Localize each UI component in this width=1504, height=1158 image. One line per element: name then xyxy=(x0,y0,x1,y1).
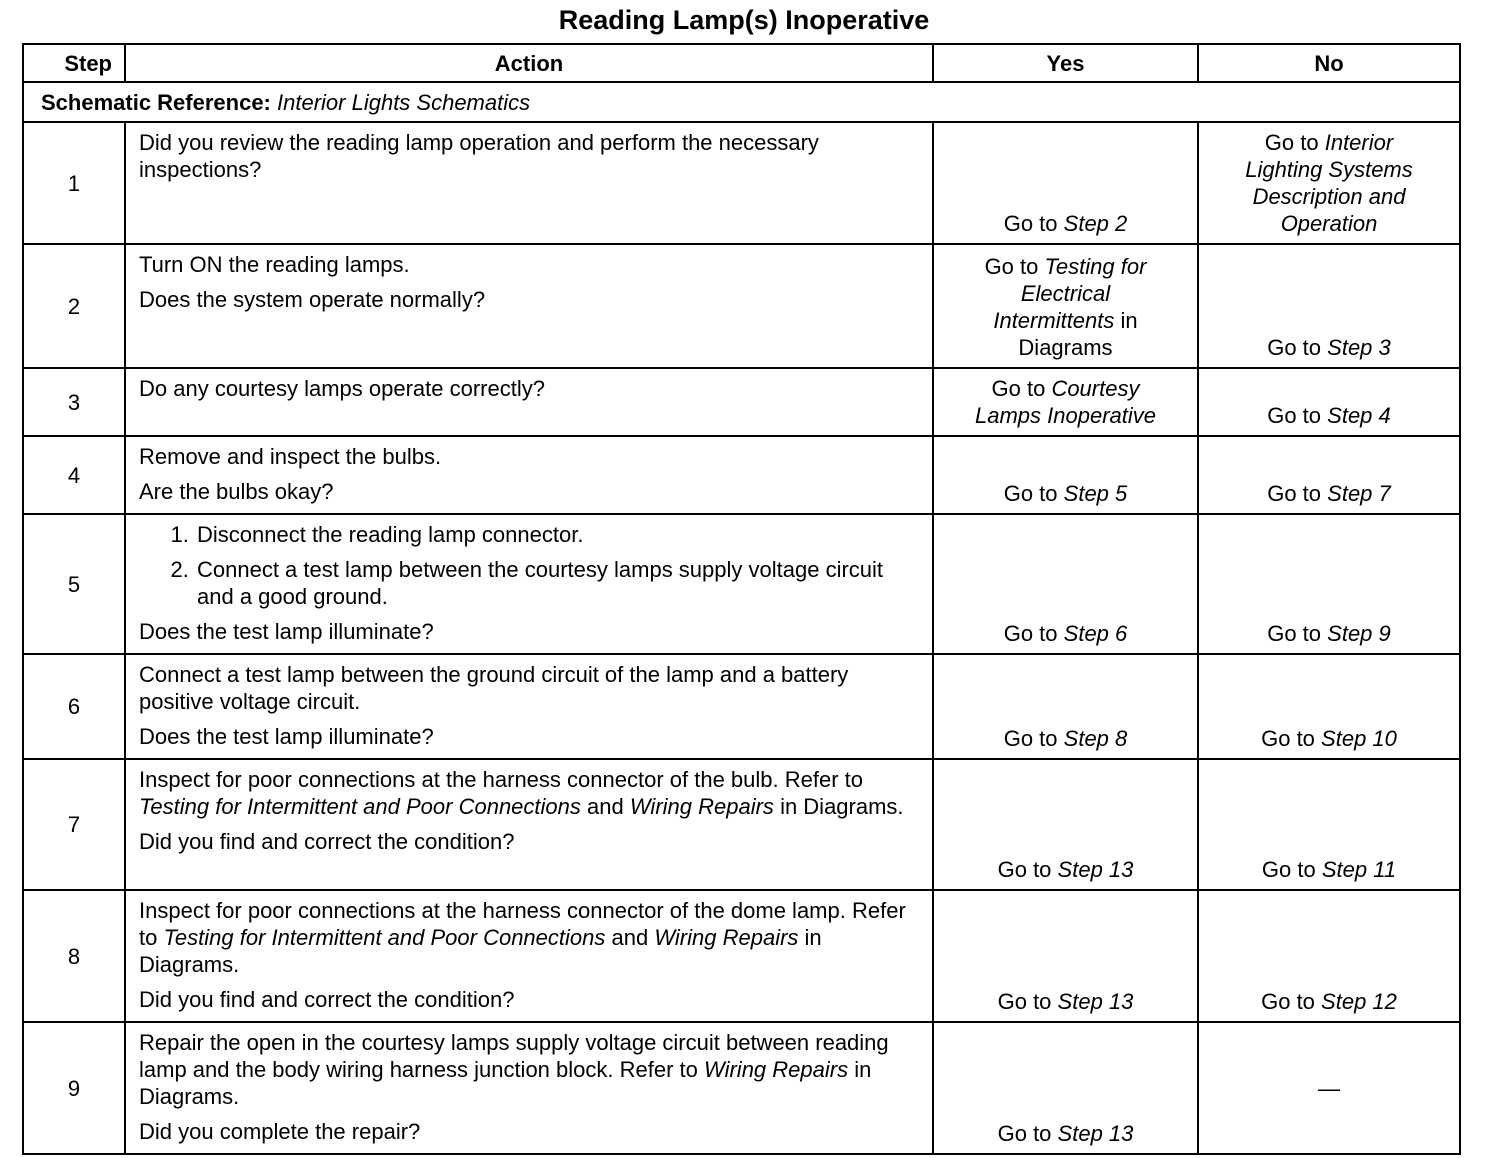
diagnostic-table xyxy=(22,43,1461,1155)
table-row xyxy=(23,122,1460,244)
action-cell xyxy=(125,514,933,654)
action-instruction: Connect a test lamp between the ground circuit of the lamp and a battery positive voltage circuit. xyxy=(139,662,849,714)
table-row xyxy=(23,244,1460,368)
header-yes: Yes xyxy=(933,44,1198,82)
action-instruction-text: Inspect for poor connections at the harness connector of the dome lamp. xyxy=(139,898,846,923)
step-number: 6 xyxy=(23,654,125,759)
action-question: Did you find and correct the condition? xyxy=(139,829,515,854)
action-cell xyxy=(125,654,933,759)
step-number: 9 xyxy=(23,1022,125,1154)
no-cell xyxy=(1198,759,1460,890)
reference-link[interactable]: Wiring Repairs xyxy=(704,1057,849,1082)
no-cell xyxy=(1198,514,1460,654)
yes-target-link[interactable]: Testing for Electrical Intermittents xyxy=(993,254,1147,333)
no-cell xyxy=(1198,368,1460,436)
action-instruction xyxy=(139,897,920,978)
table-row xyxy=(23,368,1460,436)
step-number: 8 xyxy=(23,890,125,1022)
reference-link[interactable]: Wiring Repairs xyxy=(654,925,799,950)
action-cell xyxy=(125,122,933,244)
action-question: Does the test lamp illuminate? xyxy=(139,724,434,749)
go-to-text: Go to xyxy=(1003,726,1058,751)
go-to-text: Go to xyxy=(1261,857,1316,882)
page-title: Reading Lamp(s) Inoperative xyxy=(558,5,930,35)
go-to-text: Go to xyxy=(991,376,1046,401)
action-question: Did you complete the repair? xyxy=(139,1119,421,1144)
go-to-text: Go to xyxy=(1267,481,1322,506)
yes-target-link[interactable]: Step 13 xyxy=(1057,1121,1134,1146)
and-text: and xyxy=(587,794,624,819)
table-row xyxy=(23,436,1460,514)
action-cell xyxy=(125,244,933,368)
no-target-link[interactable]: Step 10 xyxy=(1321,726,1397,751)
go-to-text: Go to xyxy=(1261,989,1315,1014)
step-number: 5 xyxy=(23,514,125,654)
no-target-link[interactable]: Interior Lighting Systems Description and Operation xyxy=(1245,130,1413,236)
reference-tail: in Diagrams. xyxy=(139,1057,872,1109)
action-cell xyxy=(125,436,933,514)
yes-target-link[interactable]: Step 6 xyxy=(1063,621,1128,646)
go-to-text: Go to xyxy=(1267,621,1322,646)
action-question: Do any courtesy lamps operate correctly? xyxy=(139,376,545,401)
no-cell xyxy=(1198,654,1460,759)
go-to-text: Go to xyxy=(997,1121,1052,1146)
in-text: in xyxy=(1120,308,1138,333)
action-question: Does the test lamp illuminate? xyxy=(139,619,434,644)
and-text: and xyxy=(611,925,649,950)
reference-link[interactable]: Testing for Intermittent and Poor Connections xyxy=(139,794,581,819)
no-cell xyxy=(1198,436,1460,514)
action-cell xyxy=(125,368,933,436)
yes-cell xyxy=(933,122,1198,244)
yes-cell xyxy=(933,890,1198,1022)
schematic-reference-link[interactable]: Interior Lights Schematics xyxy=(277,89,531,115)
step-number: 1 xyxy=(23,122,125,244)
action-cell xyxy=(125,1022,933,1154)
no-cell xyxy=(1198,244,1460,368)
yes-target-link[interactable]: Step 5 xyxy=(1063,481,1128,506)
step-number: 4 xyxy=(23,436,125,514)
table-row xyxy=(23,890,1460,1022)
go-to-text: Go to xyxy=(1267,335,1322,360)
table-row xyxy=(23,1022,1460,1154)
no-target-link[interactable]: Step 11 xyxy=(1321,857,1397,882)
yes-cell xyxy=(933,759,1198,890)
yes-target-link[interactable]: Step 13 xyxy=(1057,857,1134,882)
header-row xyxy=(23,44,1460,82)
refer-to-text: Refer to xyxy=(784,767,864,792)
go-to-text: Go to xyxy=(997,857,1052,882)
go-to-text: Go to xyxy=(997,989,1052,1014)
action-instruction-text: Repair the open in the courtesy lamps supply voltage circuit between reading lamp and the body wiring harness junction block. xyxy=(139,1030,889,1082)
yes-target-link[interactable]: Step 2 xyxy=(1063,211,1128,236)
step-number: 7 xyxy=(23,759,125,890)
yes-cell xyxy=(933,514,1198,654)
action-list-item: 2. Connect a test lamp between the courtesy lamps supply voltage circuit and a good ground. xyxy=(195,556,920,610)
go-to-text: Go to xyxy=(1003,621,1058,646)
yes-target-link[interactable]: Step 8 xyxy=(1063,726,1128,751)
yes-target-suffix: Diagrams xyxy=(1018,335,1113,360)
reference-tail: in Diagrams. xyxy=(139,925,822,977)
go-to-text: Go to xyxy=(1261,726,1315,751)
reference-tail: in Diagrams. xyxy=(780,794,904,819)
action-question: Did you find and correct the condition? xyxy=(139,987,515,1012)
not-applicable-dash: — xyxy=(1318,1075,1340,1101)
action-instruction: Remove and inspect the bulbs. xyxy=(139,444,442,469)
header-no: No xyxy=(1198,44,1460,82)
no-target-link[interactable]: Step 9 xyxy=(1327,621,1391,646)
action-question: Did you review the reading lamp operation and perform the necessary inspections? xyxy=(139,130,819,182)
schematic-reference-row xyxy=(23,82,1460,122)
action-list xyxy=(139,521,920,610)
step-number: 3 xyxy=(23,368,125,436)
yes-target-link[interactable]: Step 13 xyxy=(1057,989,1134,1014)
action-cell xyxy=(125,890,933,1022)
action-question: Does the system operate normally? xyxy=(139,287,486,312)
yes-cell xyxy=(933,654,1198,759)
go-to-text: Go to xyxy=(984,254,1039,279)
action-question: Are the bulbs okay? xyxy=(139,479,334,504)
table-row xyxy=(23,654,1460,759)
schematic-reference-label: Schematic Reference: xyxy=(41,89,271,115)
refer-to-text: Refer to xyxy=(139,898,906,950)
action-instruction xyxy=(139,1029,920,1110)
table-row xyxy=(23,514,1460,654)
go-to-text: Go to xyxy=(1003,211,1058,236)
no-target-link[interactable]: Step 3 xyxy=(1327,335,1391,360)
table-row xyxy=(23,759,1460,890)
schematic-reference xyxy=(23,82,1460,122)
yes-cell xyxy=(933,244,1198,368)
no-target-link[interactable]: Step 12 xyxy=(1321,989,1397,1014)
action-cell xyxy=(125,759,933,890)
go-to-text: Go to xyxy=(1267,403,1322,428)
reference-link[interactable]: Testing for Intermittent and Poor Connections xyxy=(163,925,606,950)
no-cell xyxy=(1198,1022,1460,1154)
yes-cell xyxy=(933,1022,1198,1154)
yes-cell xyxy=(933,436,1198,514)
action-instruction-text: Inspect for poor connections at the harness connector of the bulb. xyxy=(139,767,779,792)
action-instruction xyxy=(139,766,920,820)
go-to-text: Go to xyxy=(1003,481,1058,506)
go-to-text: Go to xyxy=(1264,130,1319,155)
refer-to-text: Refer to xyxy=(619,1057,698,1082)
no-cell xyxy=(1198,890,1460,1022)
header-action: Action xyxy=(125,44,933,82)
action-list-item: 1. Disconnect the reading lamp connector. xyxy=(195,521,920,548)
header-step: Step xyxy=(23,44,125,82)
yes-cell xyxy=(933,368,1198,436)
no-cell xyxy=(1198,122,1460,244)
step-number: 2 xyxy=(23,244,125,368)
action-instruction: Turn ON the reading lamps. xyxy=(139,252,410,277)
yes-target-link[interactable]: Courtesy Lamps Inoperative xyxy=(975,376,1156,428)
no-target-link[interactable]: Step 7 xyxy=(1327,481,1391,506)
no-target-link[interactable]: Step 4 xyxy=(1327,403,1391,428)
reference-link[interactable]: Wiring Repairs xyxy=(629,794,774,819)
